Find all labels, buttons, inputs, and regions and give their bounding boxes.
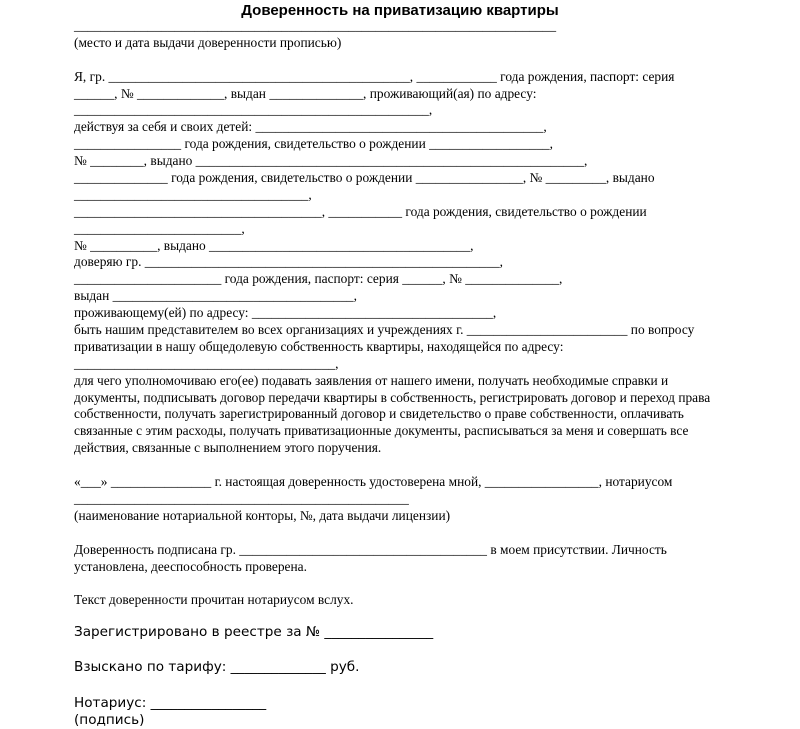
document-line: __________________________________________________	[74, 490, 409, 506]
document-line: документы, подписывать договор передачи квартиры в собственность, регистрировать договор и переход права	[74, 389, 711, 405]
document-line: ________________ года рождения, свидетельство о рождении __________________,	[74, 136, 553, 152]
blank-line	[74, 52, 774, 69]
document-line: _____________________________________________________,	[74, 102, 433, 118]
document-line: ______________________ года рождения, паспорт: серия ______, № ______________,	[74, 271, 563, 287]
document-line: приватизации в нашу общедолевую собственность квартиры, находящейся по адресу:	[74, 338, 564, 354]
document-line: (наименование нотариальной конторы, №, дата выдачи лицензии)	[74, 507, 451, 523]
document-line: ________________________________________________________________________	[74, 18, 557, 33]
document-body	[74, 18, 774, 609]
document-line: Доверенность подписана гр. _____________________________________ в моем присутствии. Личность	[74, 541, 667, 557]
notary-line: Нотариус: _________________	[74, 695, 267, 711]
document-line: установлена, дееспособность проверена.	[74, 558, 307, 574]
registry-line: Зарегистрировано в реестре за № ________________	[74, 624, 434, 640]
document-line: для чего уполномочиваю его(ее) подавать заявления от нашего имени, получать необходимые справки и	[74, 372, 669, 388]
document-line: ______________ года рождения, свидетельство о рождении ________________, № _________, выдано	[74, 170, 655, 186]
document-line: проживающему(ей) по адресу: ____________________________________,	[74, 305, 497, 321]
document-line: быть нашим представителем во всех организациях и учреждениях г. ________________________ по вопросу	[74, 322, 695, 338]
document-line: собственности, получать зарегистрированный договор и свидетельство о праве собственности, оплачивать	[74, 406, 684, 422]
tariff-line: Взыскано по тарифу: ______________ руб.	[74, 659, 360, 675]
document-line: доверяю гр. _____________________________________________________,	[74, 254, 503, 270]
document-line: ______, № _____________, выдан ______________, проживающий(ая) по адресу:	[74, 85, 537, 101]
document-line: выдан ____________________________________,	[74, 288, 357, 304]
document-line: № __________, выдано _______________________________________,	[74, 237, 474, 253]
document-line: № ________, выдано __________________________________________________________,	[74, 153, 588, 169]
document-line: действия, связанные с выполнением этого поручения.	[74, 440, 382, 456]
document-line: _____________________________________, ___________ года рождения, свидетельство о рождении	[74, 203, 647, 219]
blank-line	[74, 575, 774, 592]
blank-line	[74, 457, 774, 474]
document-line: (место и дата выдачи доверенности прописью)	[74, 34, 342, 50]
document-line: Я, гр. _____________________________________________, ____________ года рождения, паспорт: серия	[74, 68, 675, 84]
document-line: _________________________,	[74, 220, 245, 236]
document-line: _______________________________________,	[74, 355, 339, 371]
blank-line	[74, 525, 774, 542]
document-title: Доверенность на приватизацию квартиры	[241, 2, 559, 19]
signature-line: (подпись)	[74, 712, 145, 728]
document-line: ___________________________________,	[74, 186, 312, 202]
document-line: действуя за себя и своих детей: ___________________________________________,	[74, 119, 547, 135]
document-line: Текст доверенности прочитан нотариусом вслух.	[74, 592, 354, 608]
document-line: связанные с этим расходы, получать приватизационные документы, расписываться за меня и совершать все	[74, 423, 689, 439]
document-line: «___» _______________ г. настоящая доверенность удостоверена мной, _________________, нотариусом	[74, 474, 673, 490]
